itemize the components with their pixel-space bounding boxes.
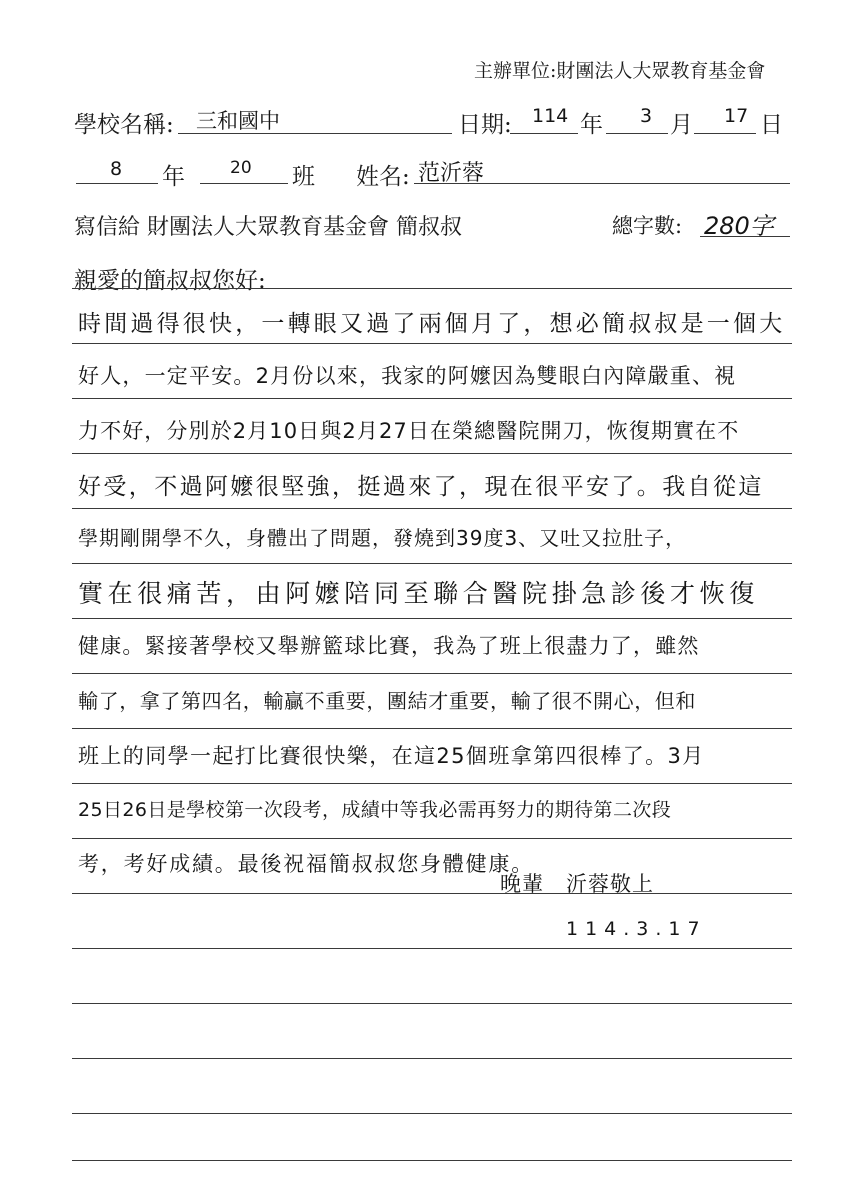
date-month-underline: [606, 133, 668, 134]
ruled-line: [72, 398, 792, 399]
grade-unit: 年: [162, 164, 185, 190]
student-name-value: 范沂蓉: [418, 161, 485, 186]
ruled-line: [72, 948, 792, 949]
ruled-line: [72, 343, 792, 344]
ruled-line: [72, 563, 792, 564]
word-count-value: 280字: [704, 212, 774, 240]
letter-body-line: 班上的同學一起打比賽很快樂，在這25個班拿第四很棒了。3月: [78, 744, 705, 768]
signoff-date: 114.3.17: [566, 918, 707, 940]
letter-body-line: 學期剛開學不久，身體出了問題，發燒到39度3、又吐又拉肚子，: [78, 526, 687, 550]
letter-body-line: 輸了，拿了第四名，輸贏不重要，團結才重要，輸了很不開心，但和: [78, 689, 696, 713]
ruled-line: [72, 618, 792, 619]
letter-body-line: 實在很痛苦，由阿嬤陪同至聯合醫院掛急診後才恢復: [78, 579, 759, 608]
letter-body-line: 時間過得很快，一轉眼又過了兩個月了，想必簡叔叔是一個大: [78, 311, 786, 337]
school-name-underline: [178, 133, 452, 134]
date-month-unit: 月: [670, 112, 693, 138]
date-year-unit: 年: [580, 112, 603, 138]
organizer-label: 主辦單位:財團法人大眾教育基金會: [474, 60, 766, 82]
grade-value: 8: [110, 158, 123, 180]
letter-addressee: 寫信給 財團法人大眾教育基金會 簡叔叔: [74, 215, 462, 240]
ruled-line: [72, 673, 792, 674]
grade-underline: [76, 183, 158, 184]
ruled-line: [72, 1113, 792, 1114]
ruled-line: [72, 1003, 792, 1004]
school-name-value: 三和國中: [196, 109, 280, 133]
ruled-line: [72, 728, 792, 729]
date-day-value: 17: [724, 105, 749, 127]
word-count-label: 總字數:: [612, 214, 683, 238]
date-day-unit: 日: [760, 112, 783, 138]
date-month-value: 3: [640, 105, 653, 127]
letter-body-line: 好受，不過阿嬤很堅強，挺過來了，現在很平安了。我自從這: [78, 474, 764, 500]
signoff: 晚輩 沂蓉敬上: [500, 872, 654, 896]
date-year-underline: [510, 133, 578, 134]
greeting: 親愛的簡叔叔您好:: [74, 268, 266, 294]
ruled-line: [72, 838, 792, 839]
class-value: 20: [230, 158, 252, 178]
date-day-underline: [694, 133, 756, 134]
letter-body-line: 25日26日是學校第一次段考，成績中等我必需再努力的期待第二次段: [78, 799, 672, 821]
letter-body-line: 健康。緊接著學校又舉辦籃球比賽，我為了班上很盡力了，雖然: [78, 634, 700, 658]
date-label: 日期:: [458, 112, 512, 138]
date-year-value: 114: [532, 105, 569, 127]
word-count-underline: [700, 236, 790, 237]
class-unit: 班: [292, 164, 315, 190]
ruled-line: [72, 288, 792, 289]
ruled-line: [72, 453, 792, 454]
student-name-label: 姓名:: [356, 164, 410, 190]
class-underline: [200, 183, 288, 184]
ruled-line: [72, 783, 792, 784]
letter-body-line: 力不好，分別於2月10日與2月27日在榮總醫院開刀，恢復期實在不: [78, 419, 740, 443]
school-name-label: 學校名稱:: [74, 112, 174, 138]
ruled-line: [72, 1058, 792, 1059]
letter-body-line: 考，考好成績。最後祝福簡叔叔您身體健康。: [78, 852, 534, 876]
ruled-line: [72, 1160, 792, 1161]
letter-body-line: 好人，一定平安。2月份以來，我家的阿嬤因為雙眼白內障嚴重、視: [78, 364, 737, 388]
ruled-line: [72, 893, 792, 894]
student-name-underline: [414, 183, 790, 184]
ruled-line: [72, 508, 792, 509]
